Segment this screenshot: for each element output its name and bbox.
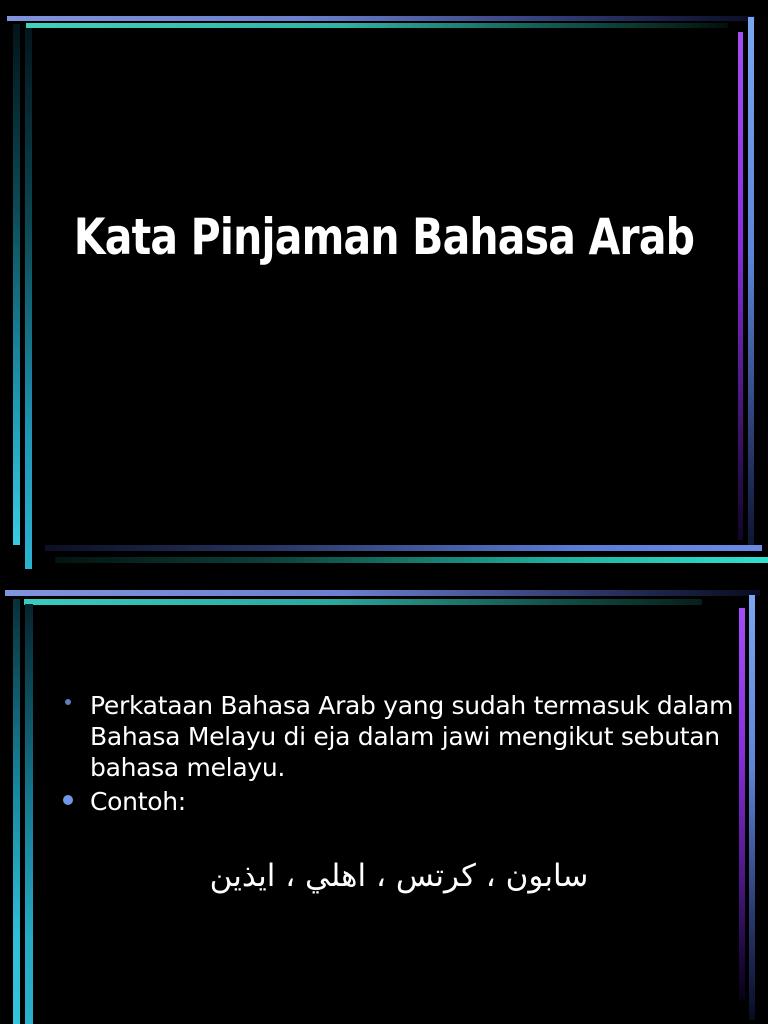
frame-line-left-cyan-outer — [13, 599, 20, 1024]
frame-line-left-cyan-inner — [25, 604, 33, 1024]
frame-line-left-cyan-outer — [13, 24, 20, 545]
frame-line-bottom-blue — [45, 545, 762, 551]
bullet-line: Contoh: — [90, 787, 186, 816]
frame-line-top-blue — [7, 16, 755, 21]
slide-title: Kata Pinjaman Bahasa Arab — [73, 208, 695, 266]
frame-line-right-blue — [748, 17, 754, 549]
frame-line-right-purple — [738, 32, 743, 540]
frame-line-bottom-teal — [55, 557, 768, 563]
bullet-line: Bahasa Melayu di eja dalam jawi mengikut sebutan — [90, 722, 720, 751]
frame-line-top-teal — [26, 23, 728, 28]
bullet-dot-icon — [63, 795, 73, 805]
frame-line-left-cyan-inner — [25, 28, 32, 569]
bullet-item-text — [90, 690, 733, 783]
bullet-line: bahasa melayu. — [90, 753, 286, 782]
slide-2 — [0, 580, 768, 1024]
frame-line-right-blue — [749, 595, 755, 1020]
frame-line-right-purple — [739, 608, 745, 1000]
bullet-line: Perkataan Bahasa Arab yang sudah termasuk dalam — [90, 691, 734, 720]
frame-line-top-teal — [24, 599, 702, 605]
bullet-item-text — [90, 786, 186, 817]
frame-line-top-blue — [5, 590, 760, 596]
arabic-example-text: سابون ، كرتس ، اهلي ، ايذين — [209, 858, 589, 894]
bullet-dot-icon — [65, 699, 71, 705]
